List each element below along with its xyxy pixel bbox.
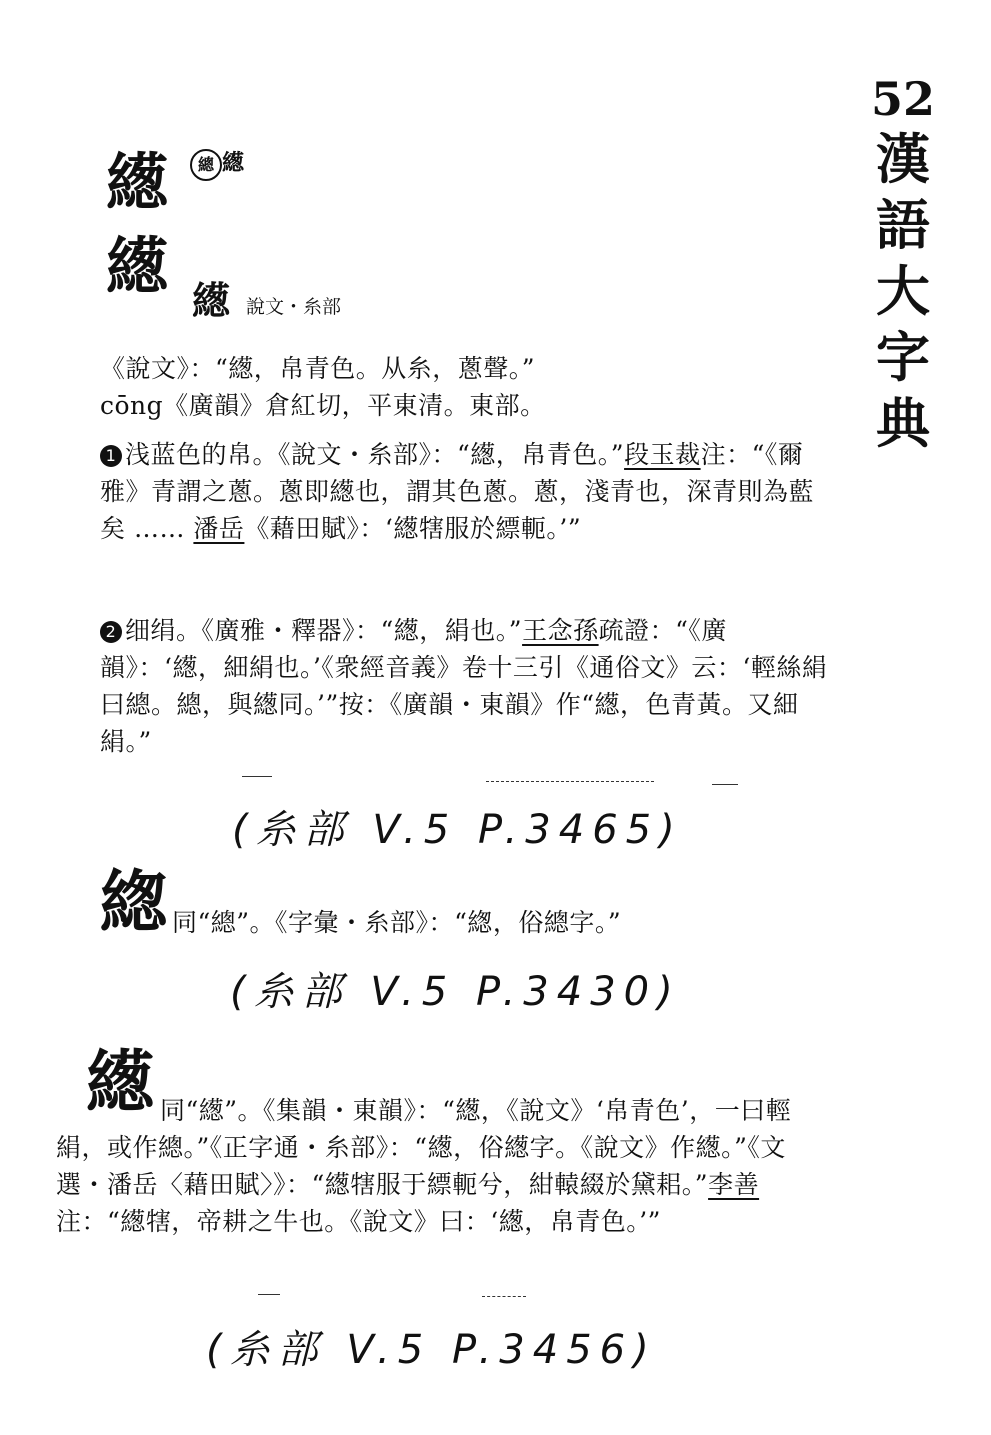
entry3-segment: 同“繱”。《集韻・東韻》：“繱，《說文》‘帛青色’，一曰輕絹，或作總。”《正字通・糸部》：“繱，俗繱字。《說文》作繱。”《文選・潘岳〈藉田賦〉》：“繱犗服于縹軛兮，紺轅綴於黛耜。” xyxy=(56,1096,792,1199)
seal-source: 說文・糸部 xyxy=(246,296,342,318)
scan-mark xyxy=(712,784,738,785)
title-char: 漢 xyxy=(876,127,930,191)
sense-text: 注：“《爾雅》青謂之蔥。蔥即繱也，謂其色蔥。蔥，淺青也，深青則為藍矣 …… xyxy=(100,440,815,543)
shuowen-quote: 《說文》：“繱，帛青色。从糸，蔥聲。” xyxy=(100,354,536,383)
scan-mark xyxy=(482,1296,526,1297)
sense-1 xyxy=(100,436,830,547)
entry3-segment: 注：“繱犗，帝耕之牛也。《說文》曰：‘繱，帛青色。’” xyxy=(56,1207,661,1236)
handwritten-reference: (糸部 V.5 P.3430) xyxy=(230,969,681,1015)
cited-author: 段玉裁 xyxy=(624,440,701,469)
entry1-head-char-2: 繱 xyxy=(106,230,169,303)
handwritten-reference: (糸部 V.5 P.3456) xyxy=(206,1327,657,1373)
title-char: 典 xyxy=(876,391,930,455)
title-char: 字 xyxy=(876,325,930,389)
entry2-head-char: 緫 xyxy=(100,863,169,943)
sense-marker: 2 xyxy=(100,621,122,643)
sense-marker: 1 xyxy=(100,445,122,467)
dictionary-title-vertical xyxy=(868,72,938,456)
entry3-text xyxy=(56,1092,826,1240)
entry1-head-char: 繱 xyxy=(106,146,169,219)
cited-author: 潘岳 xyxy=(193,514,245,543)
sense-text: 浅蓝色的帛。《說文・糸部》：“繱，帛青色。” xyxy=(125,440,625,469)
title-char: 大 xyxy=(876,259,930,323)
sense-text: 《藉田賦》：‘繱犗服於縹軛。’” xyxy=(244,514,582,543)
sense-text: 疏證：“《廣韻》：‘繱，細絹也。’《衆經音義》卷十三引《通俗文》云：‘輕絲絹曰總。總，與繱同。’”按：《廣韻・東韻》作“繱，色青黃。又細絹。” xyxy=(100,616,828,756)
scan-mark xyxy=(242,776,272,777)
seal-script-char: 繱 xyxy=(192,278,231,323)
title-char: 語 xyxy=(876,193,930,257)
scan-mark xyxy=(486,781,654,782)
sense-text: 细绢。《廣雅・釋器》：“繱，絹也。” xyxy=(125,616,523,645)
volume-number: 52 xyxy=(870,72,935,126)
cited-author: 李善 xyxy=(708,1170,760,1199)
pronunciation-line: cōng《廣韻》倉紅切，平東清。東部。 xyxy=(100,391,546,420)
cited-author: 王念孫 xyxy=(522,616,599,645)
entry3-head-char: 繱 xyxy=(86,1043,155,1123)
handwritten-reference: (糸部 V.5 P.3465) xyxy=(232,807,683,853)
scan-mark xyxy=(258,1294,280,1295)
variant-badge: 總 xyxy=(190,149,222,181)
entry2-text: 同“總”。《字彙・糸部》：“緫，俗總字。” xyxy=(172,908,622,937)
entry1-body xyxy=(100,350,830,424)
sense-2 xyxy=(100,612,830,760)
entry1-variant xyxy=(190,146,244,181)
variant-char: 繱 xyxy=(222,150,245,176)
